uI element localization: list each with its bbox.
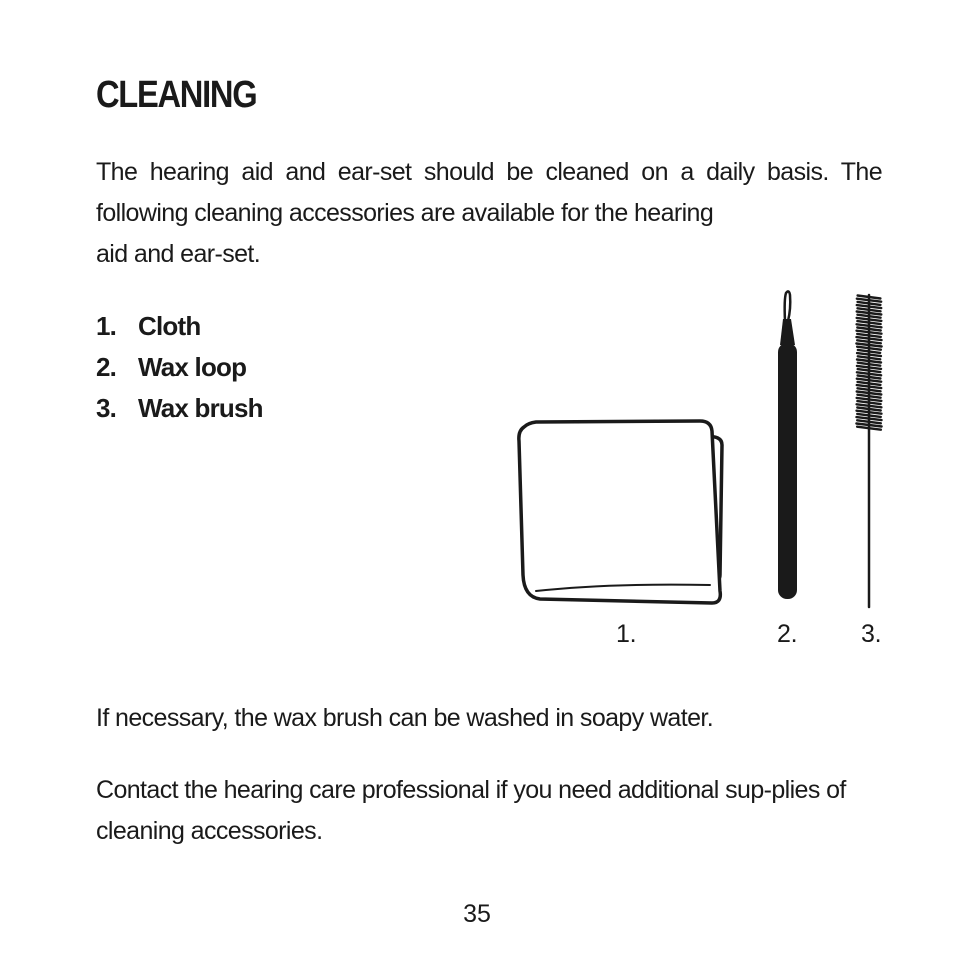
figure-label-wax-loop: 2.: [777, 620, 798, 648]
list-item: [96, 306, 263, 347]
list-item: [96, 347, 263, 388]
list-item-label: Cloth: [138, 311, 201, 341]
intro-paragraph: [96, 152, 882, 275]
figure-label-wax-brush: 3.: [861, 620, 882, 648]
list-item-label: Wax loop: [138, 352, 247, 382]
wax-loop-icon: [778, 291, 797, 599]
wash-instruction: If necessary, the wax brush can be washed in soapy water.: [96, 704, 714, 732]
intro-text: The hearing aid and ear-set should be cleaned on a daily basis. The following cleaning accessories are available for the hearing: [96, 158, 882, 227]
list-item-label: Wax brush: [138, 393, 263, 423]
cloth-icon: [519, 421, 722, 603]
wax-brush-icon: [856, 295, 881, 607]
page-title: CLEANING: [96, 74, 257, 116]
list-item: [96, 388, 263, 429]
accessory-list: [96, 306, 263, 429]
list-item-number: 3.: [96, 393, 117, 423]
figure-label-cloth: 1.: [616, 620, 637, 648]
intro-text-last-line: aid and ear-set.: [96, 240, 261, 268]
contact-instruction: Contact the hearing care professional if you need additional sup-plies of cleaning accessories.: [96, 776, 846, 845]
cleaning-accessories-illustration: [500, 285, 900, 625]
page-number: 35: [463, 900, 491, 928]
list-item-number: 2.: [96, 352, 117, 382]
list-item-number: 1.: [96, 311, 117, 341]
